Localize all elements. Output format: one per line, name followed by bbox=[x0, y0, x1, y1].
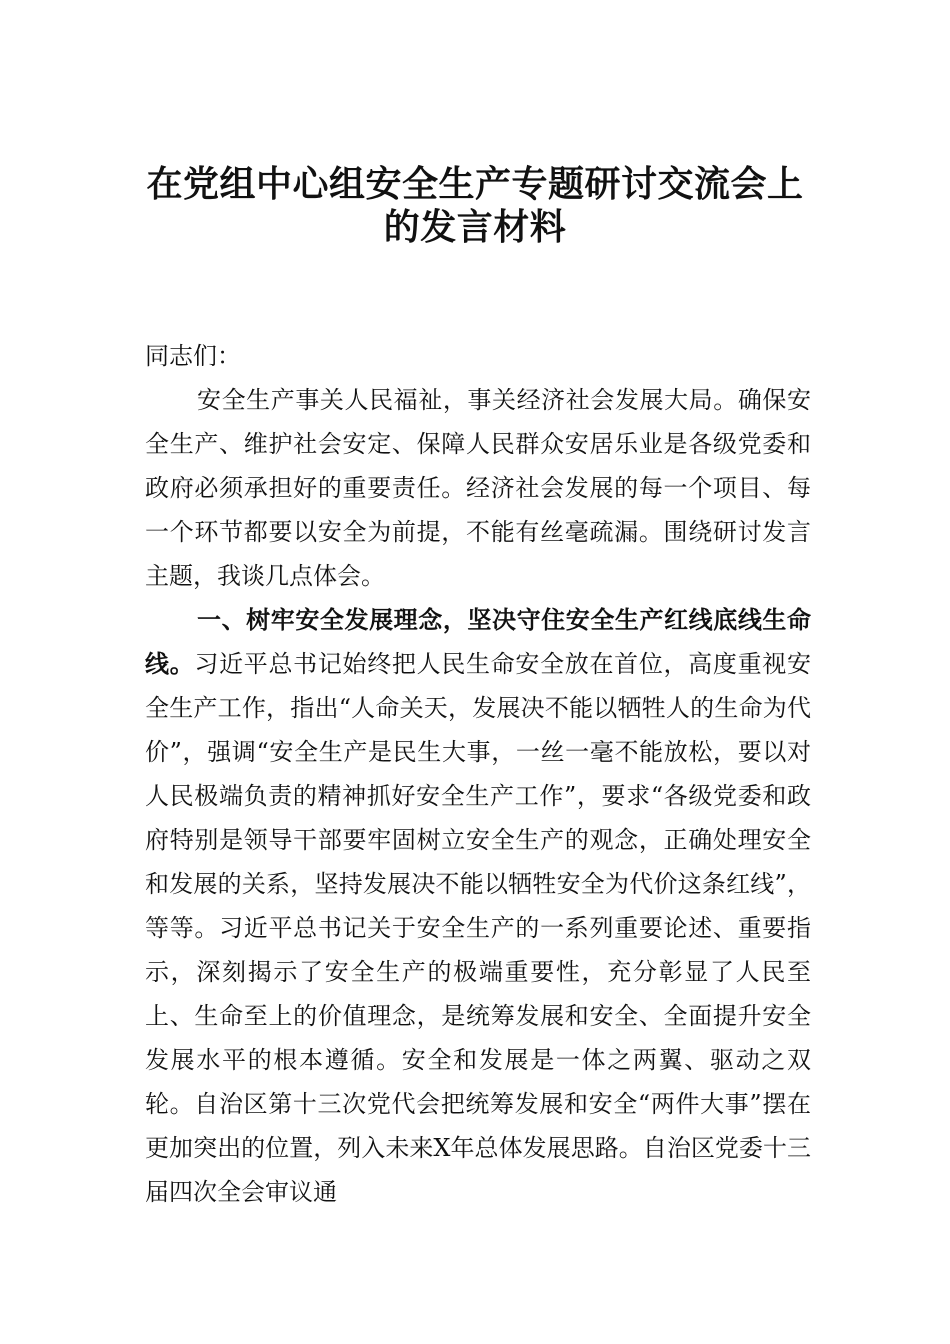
section-1-paragraph bbox=[145, 598, 811, 1214]
section-1-body: 习近平总书记始终把人民生命安全放在首位，高度重视安全生产工作，指出“人命关天，发展决不能以牺牲人的生命为代价”，强调“安全生产是民生大事，一丝一毫不能放松，要以对人民极端负责的精神抓好安全生产工作”，要求“各级党委和政府特别是领导干部要牢固树立安全生产的观念，正确处理安全和发展的关系，坚持发展决不能以牺牲安全为代价这条红线”，等等。习近平总书记关于安全生产的一系列重要论述、重要指示，深刻揭示了安全生产的极端重要性，充分彰显了人民至上、生命至上的价值理念，是统筹发展和安全、全面提升安全发展水平的根本遵循。安全和发展是一体之两翼、驱动之双轮。自治区第十三次党代会把统筹发展和安全“两件大事”摆在更加突出的位置，列入未来X年总体发展思路。自治区党委十三届四次全会审议通 bbox=[145, 650, 812, 1206]
salutation: 同志们： bbox=[145, 342, 241, 370]
section-1-heading: 一、树牢安全发展理念，坚决守住安全生产红线底线生命线。 bbox=[145, 606, 811, 678]
intro-paragraph: 安全生产事关人民福祉，事关经济社会发展大局。确保安全生产、维护社会安定、保障人民群众安居乐业是各级党委和政府必须承担好的重要责任。经济社会发展的每一个项目、每一个环节都要以安全为前提，不能有丝毫疏漏。围绕研讨发言主题，我谈几点体会。 bbox=[145, 386, 811, 590]
document-body bbox=[145, 334, 811, 1214]
document-title-line-1: 在党组中心组安全生产专题研讨交流会上 bbox=[146, 163, 804, 205]
document-title-line-2: 的发言材料 bbox=[383, 206, 567, 248]
